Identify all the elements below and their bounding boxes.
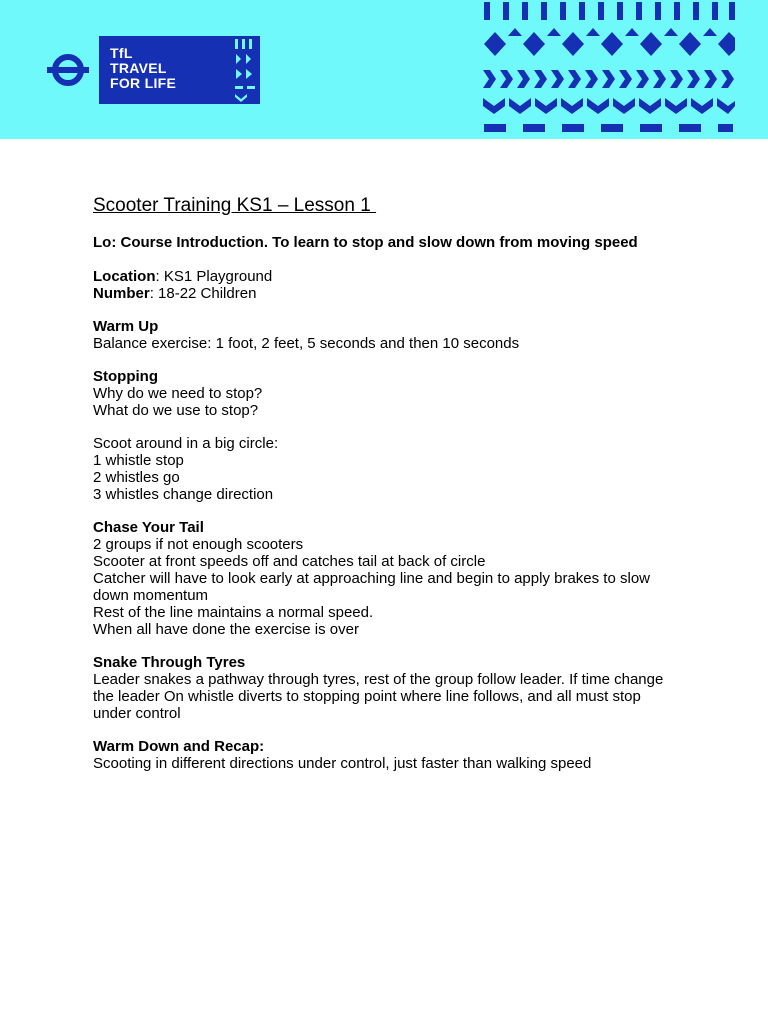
logo-line-travel: TRAVEL — [110, 60, 167, 76]
tfl-travel-for-life-logo — [99, 36, 232, 104]
stopping-heading: Stopping — [93, 368, 158, 385]
chase-line: 2 groups if not enough scooters — [93, 536, 304, 553]
circle-line: 2 whistles go — [93, 469, 180, 486]
number-value: : 18-22 Children — [149, 285, 257, 302]
decorative-pattern-icon — [483, 2, 735, 134]
warmup-section — [93, 318, 683, 352]
learning-objective: Lo: Course Introduction. To learn to stop and slow down from moving speed — [93, 234, 638, 251]
page-title: Scooter Training KS1 – Lesson 1 — [93, 195, 377, 216]
lesson-document — [93, 195, 683, 788]
location-number-block — [93, 268, 683, 302]
warmup-text: Balance exercise: 1 foot, 2 feet, 5 seconds and then 10 seconds — [93, 335, 520, 352]
logo-pattern-icon — [232, 36, 260, 104]
chase-line: Rest of the line maintains a normal speed. — [93, 604, 374, 621]
circle-line: 1 whistle stop — [93, 452, 184, 469]
chase-line: When all have done the exercise is over — [93, 621, 359, 638]
header-banner — [0, 0, 768, 139]
location-label: Location — [93, 268, 156, 285]
circle-line: 3 whistles change direction — [93, 486, 274, 503]
warmdown-text: Scooting in different directions under control, just faster than walking speed — [93, 755, 592, 772]
stopping-line: What do we use to stop? — [93, 402, 259, 419]
location-line — [93, 268, 683, 285]
logo-line-tfl: TfL — [110, 45, 133, 61]
snake-text: Leader snakes a pathway through tyres, rest of the group follow leader. If time change the leader On whistle diverts to stopping point where line follows, and all must stop under control — [93, 671, 664, 722]
warmdown-section — [93, 738, 683, 772]
logo-line-for-life: FOR LIFE — [110, 75, 177, 91]
tfl-roundel-icon — [47, 52, 89, 88]
chase-heading: Chase Your Tail — [93, 519, 204, 536]
chase-line: Catcher will have to look early at approaching line and begin to apply brakes to slow down momentum — [93, 570, 650, 604]
circle-line: Scoot around in a big circle: — [93, 435, 279, 452]
number-line — [93, 285, 683, 302]
chase-line: Scooter at front speeds off and catches tail at back of circle — [93, 553, 486, 570]
chase-section — [93, 519, 683, 638]
stopping-section — [93, 368, 683, 419]
snake-heading: Snake Through Tyres — [93, 654, 246, 671]
warmdown-heading: Warm Down and Recap: — [93, 738, 265, 755]
location-value: : KS1 Playground — [155, 268, 273, 285]
stopping-line: Why do we need to stop? — [93, 385, 263, 402]
warmup-heading: Warm Up — [93, 318, 159, 335]
circle-section — [93, 435, 683, 503]
number-label: Number — [93, 285, 150, 302]
snake-section — [93, 654, 683, 722]
